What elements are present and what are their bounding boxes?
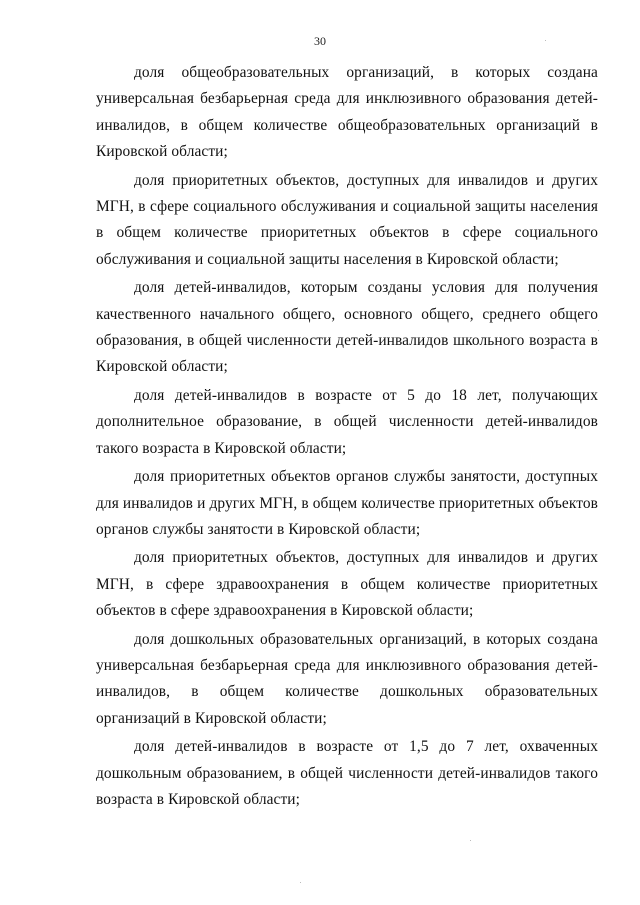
paragraph-quality-education-conditions: доля детей-инвалидов, которым созданы условия для получения качественного начального общего, основного общего, среднего общего образования, в общей численности детей-инвалидов школьного возраста в Кировской области; <box>96 279 598 376</box>
scan-speck <box>470 840 471 841</box>
paragraph-employment-service-objects: доля приоритетных объектов органов службы занятости, доступных для инвалидов и других МГН, в общем количестве приоритетных объектов органов службы занятости в Кировской области; <box>96 468 598 538</box>
paragraph-healthcare-objects: доля приоритетных объектов, доступных для инвалидов и других МГН, в сфере здравоохранения в общем количестве приоритетных объектов в сфере здравоохранения в Кировской области; <box>96 549 598 620</box>
scan-speck <box>598 330 599 331</box>
scan-speck <box>300 882 301 883</box>
paragraph-preschool-coverage: доля детей-инвалидов в возрасте от 1,5 до 7 лет, охваченных дошкольным образованием, в общей численности детей-инвалидов такого возраста в Кировской области; <box>96 738 598 808</box>
paragraph-social-service-objects: доля приоритетных объектов, доступных для инвалидов и других МГН, в сфере социального обслуживания и социальной защиты населения в общем количестве приоритетных объектов в сфере социального обслуживания и социальной защиты населения в Кировской области; <box>96 171 598 268</box>
scan-speck <box>545 40 546 41</box>
paragraph-additional-education: доля детей-инвалидов в возрасте от 5 до 18 лет, получающих дополнительное образование, в общей численности детей-инвалидов такого возраста в Кировской области; <box>96 386 598 457</box>
document-body <box>96 60 598 815</box>
paragraph-preschool-barrier-free: доля дошкольных образовательных организаций, в которых создана универсальная безбарьерная среда для инклюзивного образования детей-инвалидов, в общем количестве дошкольных образовательных организаций в Кировской области; <box>96 630 598 727</box>
page-number: 30 <box>314 34 326 48</box>
paragraph-general-education-barrier-free: доля общеобразовательных организаций, в которых создана универсальная безбарьерная среда для инклюзивного образования детей-инвалидов, в общем количестве общеобразовательных организаций в Кировской области; <box>96 64 598 161</box>
